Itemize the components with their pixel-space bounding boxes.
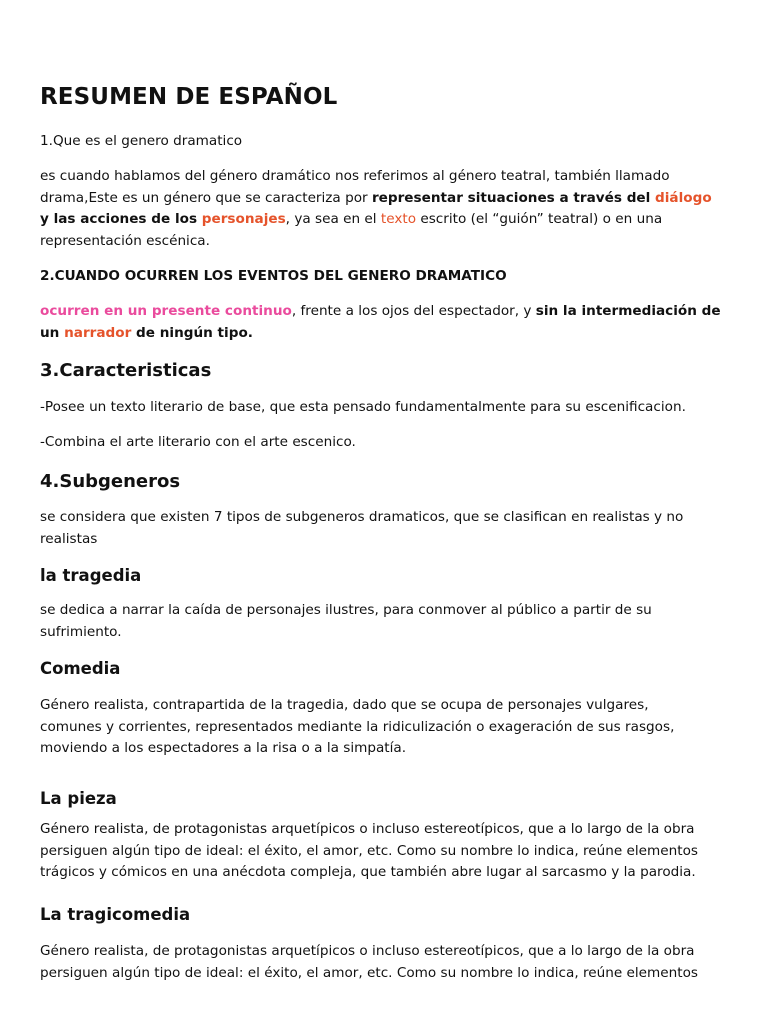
tragicomedia-line-2: persiguen algún tipo de ideal: el éxito, el amor, etc. Como su nombre lo indica, reúne elementos (40, 964, 698, 981)
highlight-presente-continuo: ocurren en un presente continuo (40, 303, 292, 319)
comedia-paragraph (40, 695, 730, 760)
answer-2-bold-3: de ningún tipo. (131, 324, 253, 341)
answer-1-bold: representar situaciones a través del (371, 189, 656, 206)
pieza-paragraph (40, 819, 730, 884)
answer-2-paragraph (40, 301, 730, 344)
answer-2-bold: sin la intermediación de (535, 303, 721, 319)
section-caracteristicas-heading: 3.Caracteristicas (40, 360, 212, 381)
answer-1-bold-2: y las acciones de los (40, 211, 202, 228)
question-1: 1.Que es el genero dramatico (40, 133, 243, 149)
answer-1-line-3 (40, 209, 730, 231)
caracteristica-item-1: -Posee un texto literario de base, que esta pensado fundamentalmente para su escenificacion. (40, 399, 686, 415)
answer-1-line-1: es cuando hablamos del género dramático nos referimos al género teatral, también llamado (40, 168, 670, 184)
answer-1-paragraph (40, 166, 730, 252)
answer-1-text-2: , ya sea en el (285, 211, 381, 228)
tragedia-line-2: sufrimiento. (40, 623, 122, 640)
comedia-line-3: moviendo a los espectadores a la risa o a la simpatía. (40, 740, 407, 757)
caracteristica-item-2: -Combina el arte literario con el arte escenico. (40, 434, 356, 450)
answer-2-bold-2: un (40, 324, 65, 341)
pieza-line-2: persiguen algún tipo de ideal: el éxito, el amor, etc. Como su nombre lo indica, reúne elementos (40, 842, 698, 859)
answer-1-line-2 (40, 188, 730, 210)
tragedia-heading: la tragedia (40, 566, 142, 585)
highlight-personajes: personajes (201, 211, 286, 228)
question-2-heading: 2.CUANDO OCURREN LOS EVENTOS DEL GENERO DRAMATICO (40, 268, 507, 284)
answer-2-line-2 (40, 323, 730, 345)
highlight-narrador: narrador (64, 324, 132, 341)
answer-2-line-1 (40, 301, 730, 323)
answer-2-text: , frente a los ojos del espectador, y (291, 303, 536, 319)
answer-1-line-4: representación escénica. (40, 232, 210, 249)
pieza-line-3: trágicos y cómicos en una anécdota compleja, que también abre lugar al sarcasmo y la parodia. (40, 864, 696, 881)
document-title: RESUMEN DE ESPAÑOL (40, 84, 338, 110)
pieza-heading: La pieza (40, 789, 117, 808)
tragedia-paragraph (40, 600, 730, 643)
highlight-texto: texto (380, 211, 417, 228)
subgeneros-paragraph (40, 507, 730, 550)
comedia-line-1: Género realista, contrapartida de la tragedia, dado que se ocupa de personajes vulgares, (40, 697, 649, 713)
tragedia-line-1: se dedica a narrar la caída de personajes ilustres, para conmover al público a partir de su (40, 602, 652, 618)
subgeneros-line-1: se considera que existen 7 tipos de subgeneros dramaticos, que se clasifican en realistas y no (40, 509, 684, 525)
comedia-heading: Comedia (40, 659, 121, 678)
pieza-line-1: Género realista, de protagonistas arquetípicos o incluso estereotípicos, que a lo largo de la obra (40, 821, 695, 837)
tragicomedia-paragraph (40, 941, 730, 984)
tragicomedia-line-1: Género realista, de protagonistas arquetípicos o incluso estereotípicos, que a lo largo de la obra (40, 943, 695, 959)
highlight-dialogo: diálogo (655, 189, 712, 206)
section-subgeneros-heading: 4.Subgeneros (40, 471, 181, 492)
subgeneros-line-2: realistas (40, 530, 98, 547)
answer-1-text: drama,Este es un género que se caracteriza por (40, 189, 372, 206)
comedia-line-2: comunes y corrientes, representados mediante la ridiculización o exageración de sus rasgos, (40, 718, 675, 735)
tragicomedia-heading: La tragicomedia (40, 905, 191, 924)
answer-1-text-3: escrito (el “guión” teatral) o en una (416, 211, 663, 228)
